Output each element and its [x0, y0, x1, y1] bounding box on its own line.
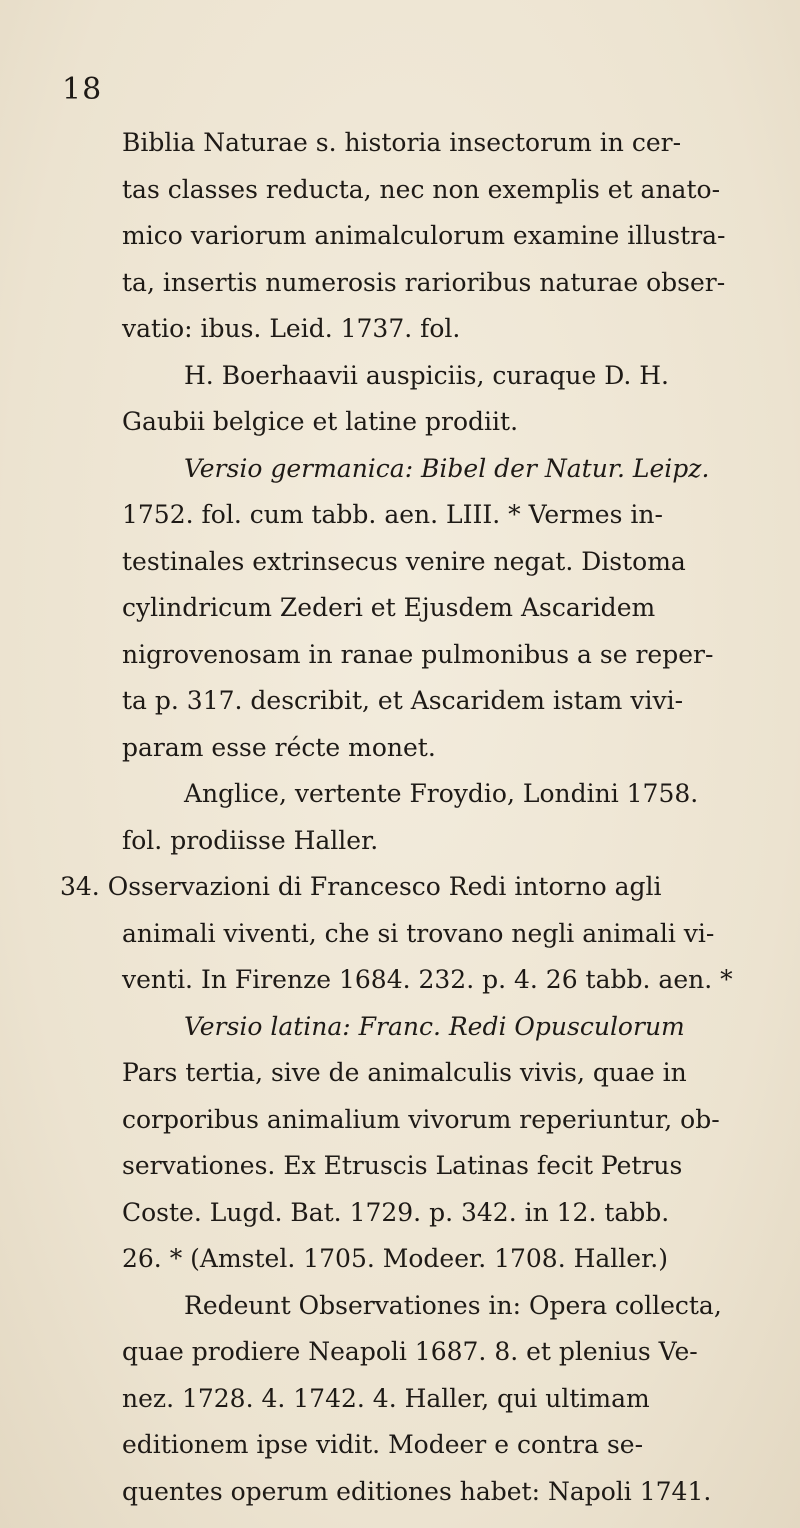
text-line: fol. prodiisse Haller. [122, 825, 379, 855]
text-line: Versio germanica: Bibel der Natur. Leipz. [184, 453, 710, 483]
text-line: nez. 1728. 4. 1742. 4. Haller, qui ultimam [122, 1383, 650, 1413]
text-line: Redeunt Observationes in: Opera collecta, [184, 1290, 722, 1320]
text-line: H. Boerhaavii auspiciis, curaque D. H. [184, 360, 669, 390]
text-line: nigrovenosam in ranae pulmonibus a se reper- [122, 639, 714, 669]
text-line: Anglice, vertente Froydio, Londini 1758. [184, 779, 699, 808]
text-line: vatio: ibus. Leid. 1737. fol. [122, 314, 461, 343]
text-line: animali viventi, che si trovano negli animali vi- [122, 918, 715, 948]
text-line: editionem ipse vidit. Modeer e contra se- [122, 1430, 644, 1459]
text-line: corporibus animalium vivorum reperiuntur, ob- [122, 1104, 720, 1134]
entry-heading-34: 34. Osservazioni di Francesco Redi intorno agli [60, 872, 662, 901]
text-line: 26. * (Amstel. 1705. Modeer. 1708. Haller.) [122, 1244, 668, 1273]
text-line: ta, insertis numerosis rarioribus naturae obser- [122, 267, 726, 297]
text-line: ta p. 317. describit, et Ascaridem istam vivi- [122, 686, 684, 715]
text-line: Gaubii belgice et latine prodiit. [122, 407, 519, 436]
text-line: Biblia Naturae s. historia insectorum in cer- [122, 128, 682, 157]
text-line: Coste. Lugd. Bat. 1729. p. 342. in 12. tabb. [122, 1197, 670, 1227]
text-line: quentes operum editiones habet: Napoli 1741. [122, 1476, 712, 1506]
text-line: tas classes reducta, nec non exemplis et anato- [122, 174, 721, 204]
text-line: testinales extrinsecus venire negat. Distoma [122, 546, 686, 576]
text-line: cylindricum Zederi et Ejusdem Ascaridem [122, 593, 656, 622]
text-line: Pars tertia, sive de animalculis vivis, quae in [122, 1058, 687, 1087]
page-number: 18 [62, 72, 103, 107]
text-line: 1752. fol. cum tabb. aen. LIII. * Vermes in- [122, 500, 663, 529]
text-line: Versio latina: Franc. Redi Opusculorum [184, 1011, 685, 1041]
text-line: quae prodiere Neapoli 1687. 8. et plenius Ve- [122, 1337, 698, 1366]
text-line: param esse récte monet. [122, 732, 436, 762]
text-line: venti. In Firenze 1684. 232. p. 4. 26 tabb. aen. * [122, 965, 733, 994]
text-line: servationes. Ex Etruscis Latinas fecit Petrus [122, 1151, 683, 1180]
text-line: mico variorum animalculorum examine illustra- [122, 221, 726, 250]
